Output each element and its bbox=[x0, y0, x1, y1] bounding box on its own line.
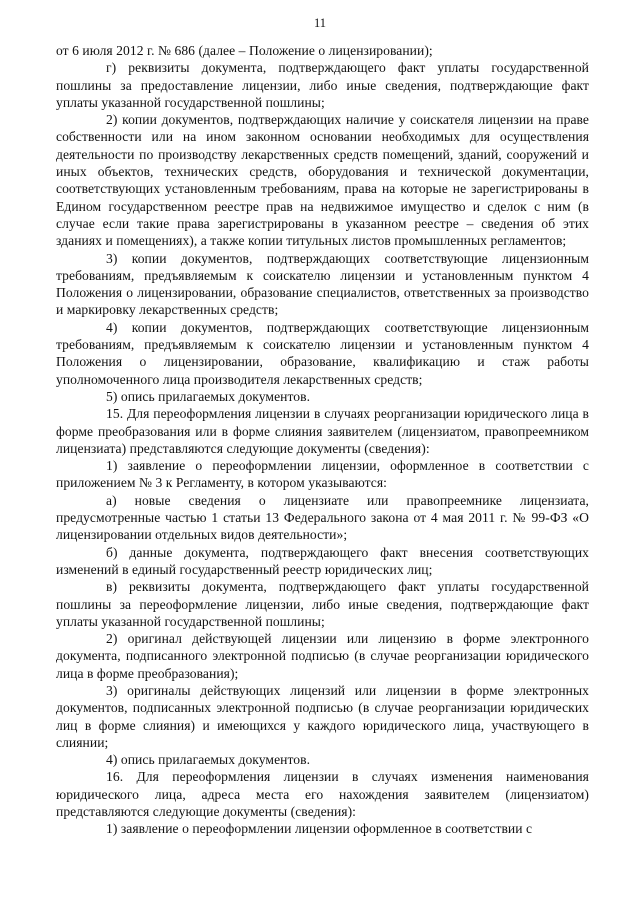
paragraph: 1) заявление о переоформлении лицензии, оформленное в соответствии с приложением № 3 к Регламенту, в котором указываются: bbox=[56, 458, 589, 491]
paragraph: 4) опись прилагаемых документов. bbox=[106, 752, 311, 768]
paragraph: 1) заявление о переоформлении лицензии оформленное в соответствии с bbox=[106, 821, 533, 837]
paragraph: б) данные документа, подтверждающего факт внесения соответствующих изменений в единый государственный реестр юридических лиц; bbox=[56, 544, 589, 577]
paragraph: 2) оригинал действующей лицензии или лицензию в форме электронного документа, подписанного электронной подписью (в случае реорганизации юридического лица в форме преобразования); bbox=[56, 631, 589, 681]
paragraph: 3) копии документов, подтверждающих соответствующие лицензионным требованиям, предъявляемым к соискателю лицензии и установленным пунктом 4 Положения о лицензировании, образование специалистов, ответственных за производство и маркировку лекарственных средств; bbox=[56, 250, 589, 318]
paragraph: а) новые сведения о лицензиате или правопреемнике лицензиата, предусмотренные частью 1 статьи 13 Федерального закона от 4 мая 2011 г. № 99-ФЗ «О лицензировании отдельных видов деятельности»; bbox=[56, 492, 589, 543]
paragraph: 16. Для переоформления лицензии в случаях изменения наименования юридического лица, адреса места его нахождения заявителем (лицензиатом) представляются следующие документы (сведения): bbox=[56, 769, 589, 820]
paragraph: 3) оригиналы действующих лицензий или лицензии в форме электронных документов, подписанных электронной подписью (в случае реорганизации юридических лиц в форме слияния) и имеющихся у каждого юридического лица, участвующего в слиянии; bbox=[56, 682, 589, 750]
paragraph: 5) опись прилагаемых документов. bbox=[106, 388, 311, 404]
paragraph: в) реквизиты документа, подтверждающего факт уплаты государственной пошлины за переоформление лицензии, либо иные сведения, подтверждающие факт уплаты указанной государственной пошлины; bbox=[56, 579, 589, 629]
page-number: 11 bbox=[313, 16, 327, 30]
document-body bbox=[56, 42, 589, 838]
paragraph: г) реквизиты документа, подтверждающего факт уплаты государственной пошлины за предоставление лицензии, либо иные сведения, подтверждающие факт уплаты указанной государственной пошлины; bbox=[56, 60, 589, 110]
paragraph: 15. Для переоформления лицензии в случаях реорганизации юридического лица в форме преобразования или в форме слияния заявителем (лицензиатом, правопреемником лицензиата) представляются следующие документы (сведения): bbox=[56, 406, 589, 456]
paragraph: 2) копии документов, подтверждающих наличие у соискателя лицензии на праве собственности или на ином законном основании необходимых для осуществления деятельности по производству лекарственных средств помещений, зданий, сооружений и иных объектов, технических средств, оборудования и технической документации, соответствующих установленным требованиям, права на которые не зарегистрированы в Едином государственном реестре прав на недвижимое имущество и сделок с ним (в случае если такие права зарегистрированы в указанном реестре – сведения об этих зданиях и помещениях), а также копии титульных листов промышленных регламентов; bbox=[56, 112, 589, 249]
paragraph: 4) копии документов, подтверждающих соответствующие лицензионным требованиям, предъявляемым к соискателю лицензии и установленным пунктом 4 Положения о лицензировании, образование, квалификацию и стаж работы уполномоченного лица производителя лекарственных средств; bbox=[56, 319, 589, 387]
paragraph: от 6 июля 2012 г. № 686 (далее – Положение о лицензировании); bbox=[56, 43, 433, 58]
